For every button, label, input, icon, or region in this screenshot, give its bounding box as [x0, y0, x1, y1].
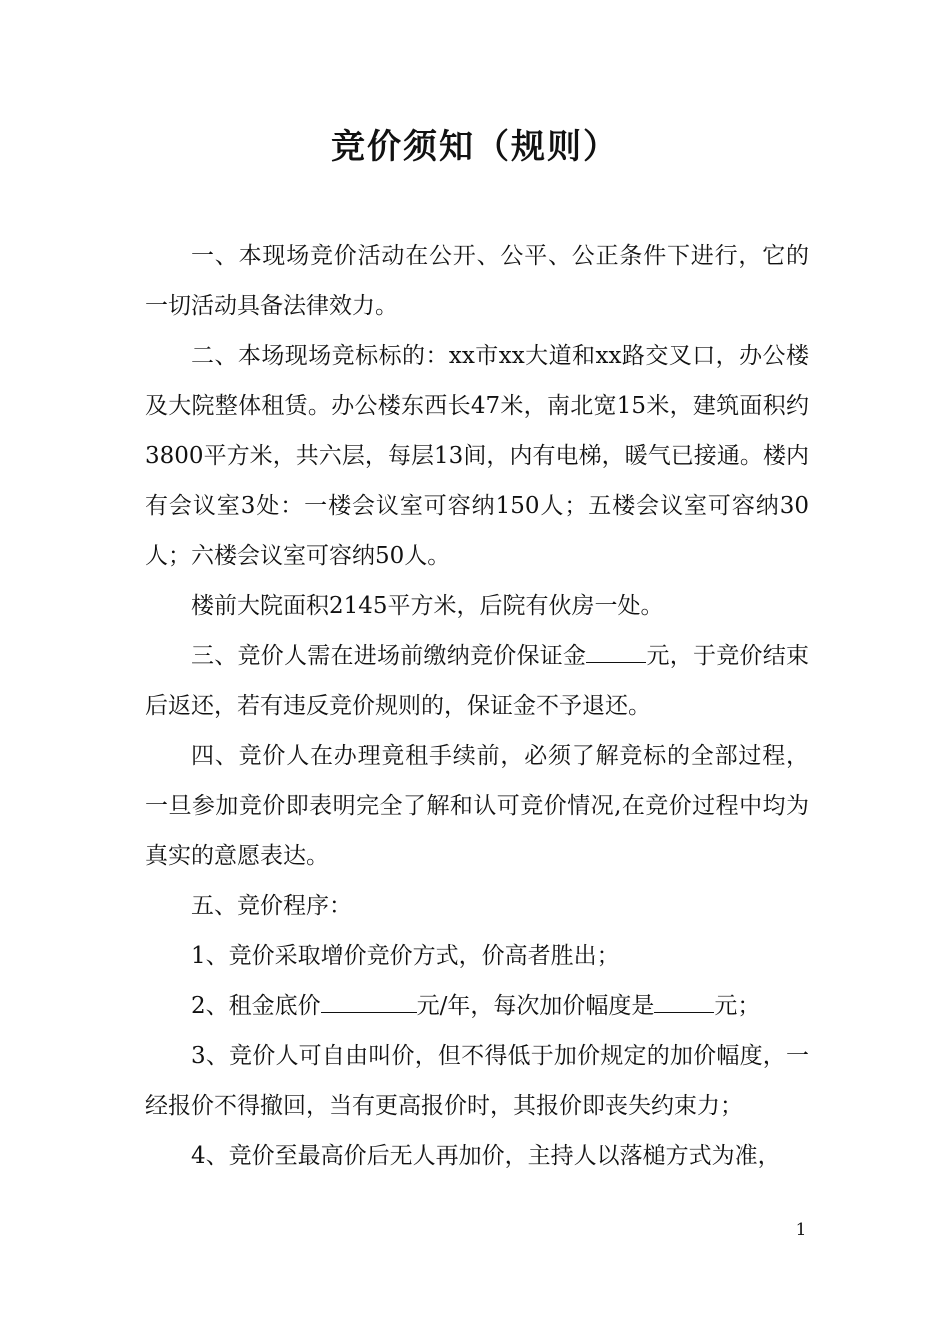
paragraph-8 — [145, 981, 809, 1031]
document-body — [145, 231, 809, 1181]
paragraph-8-part-a: 2、租金底价 — [191, 993, 321, 1019]
paragraph-2: 二、本场现场竞标标的：xx市xx大道和xx路交叉口，办公楼及大院整体租赁。办公楼东西长47米，南北宽15米，建筑面积约3800平方米，共六层，每层13间，内有电梯，暖气已接通。楼内有会议室3处：一楼会议室可容纳150人；五楼会议室可容纳30人；六楼会议室可容纳50人。 — [145, 343, 809, 569]
paragraph-3: 楼前大院面积2145平方米，后院有伙房一处。 — [191, 593, 664, 619]
paragraph-6: 五、竞价程序： — [191, 893, 352, 919]
paragraph-5: 四、竞价人在办理竟租手续前，必须了解竞标的全部过程，一旦参加竞价即表明完全了解和认可竞价情况,在竞价过程中均为真实的意愿表达。 — [145, 743, 809, 869]
paragraph-8-part-b: 元/年，每次加价幅度是 — [416, 993, 655, 1019]
page-title: 竞价须知（规则） — [331, 127, 619, 167]
paragraph-9: 3、竞价人可自由叫价，但不得低于加价规定的加价幅度，一经报价不得撤回，当有更高报价时，其报价即丧失约束力； — [145, 1043, 809, 1119]
paragraph-4-part-b: 元，于竞价结束后返还，若有违反竞价规则的，保证金不予退还。 — [145, 643, 809, 719]
paragraph-7: 1、竞价采取增价竞价方式，价高者胜出； — [191, 943, 620, 969]
paragraph-8-part-c: 元； — [714, 993, 761, 1019]
paragraph-10: 4、竞价至最高价后无人再加价，主持人以落槌方式为准， — [191, 1143, 781, 1169]
paragraph-4-part-a: 三、竞价人需在进场前缴纳竞价保证金 — [191, 643, 587, 669]
page-number: 1 — [795, 1220, 807, 1240]
paragraph-1: 一、本现场竞价活动在公开、公平、公正条件下进行，它的一切活动具备法律效力。 — [145, 243, 809, 319]
increment-amount-blank — [654, 988, 714, 1013]
paragraph-4 — [145, 631, 809, 731]
deposit-amount-blank — [586, 638, 646, 663]
base-rent-blank — [321, 988, 417, 1013]
